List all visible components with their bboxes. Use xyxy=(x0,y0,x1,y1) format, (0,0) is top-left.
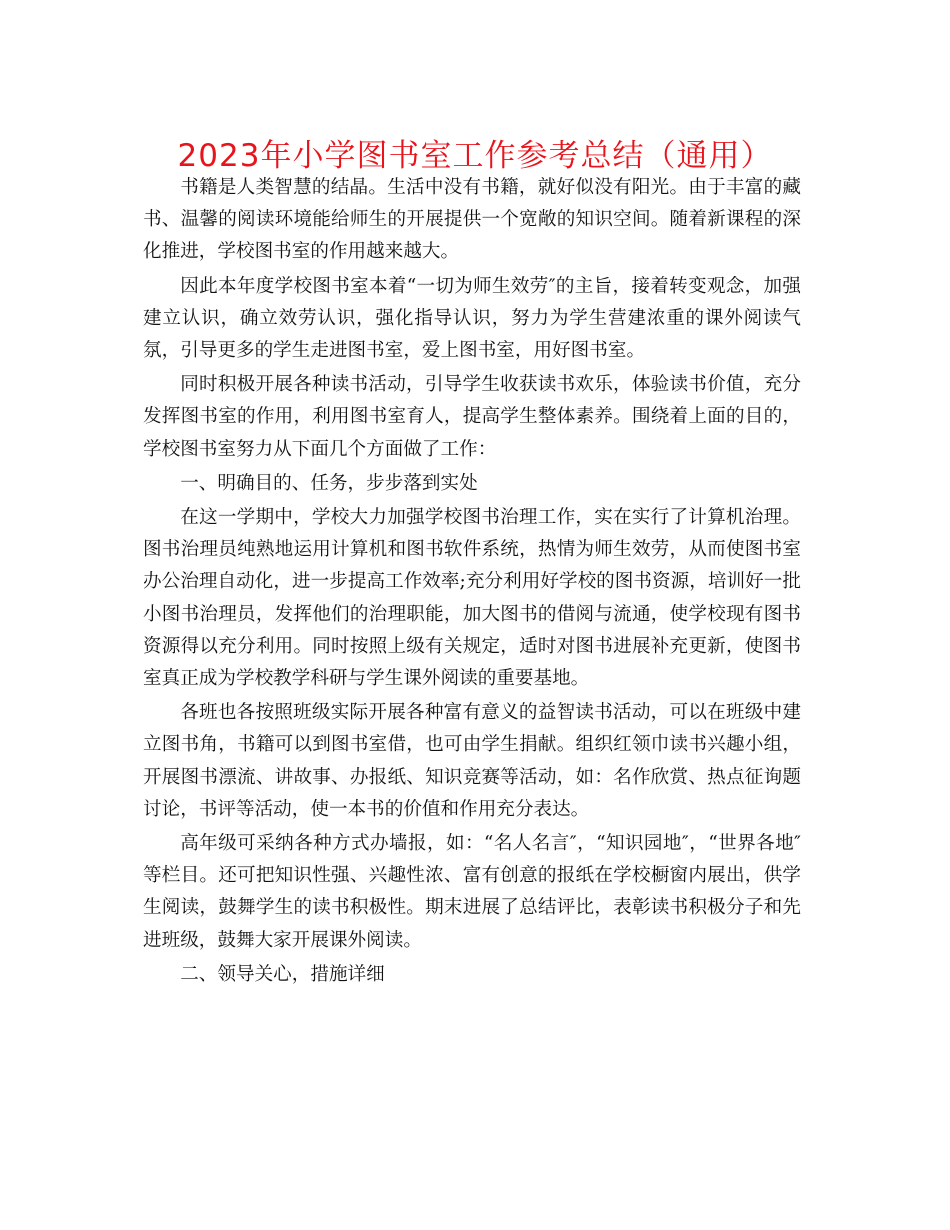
section-heading-2: 二、领导关心，措施详细 xyxy=(180,963,385,985)
paragraph-purpose: 因此本年度学校图书室本着“一切为师生效劳″的主旨，接着转变观念，加强建立认识，确立效劳认识，强化指导认识，努力为学生营建浓重的课外阅读气氛，引导更多的学生走进图书室，爱上图书室，用好图书室。 xyxy=(143,275,801,362)
section-heading-1: 一、明确目的、任务，步步落到实处 xyxy=(180,472,478,494)
paragraph-intro: 书籍是人类智慧的结晶。生活中没有书籍，就好似没有阳光。由于丰富的藏书、温馨的阅读环境能给师生的开展提供一个宽敞的知识空间。随着新课程的深化推进，学校图书室的作用越来越大。 xyxy=(143,177,801,263)
document-title: 2023年小学图书室工作参考总结（通用） xyxy=(177,138,773,174)
paragraph-wall-newspaper: 高年级可采纳各种方式办墙报，如：“名人名言″，“知识园地″，“世界各地″等栏目。还可把知识性强、兴趣性浓、富有创意的报纸在学校橱窗内展出，供学生阅读，鼓舞学生的读书积极性。期末进展了总结评比，表彰读书积极分子和先进班级，鼓舞大家开展课外阅读。 xyxy=(143,833,801,951)
document-body xyxy=(143,172,801,993)
paragraph-activities: 同时积极开展各种读书活动，引导学生收获读书欢乐，体验读书价值，充分发挥图书室的作用，利用图书室育人，提高学生整体素养。围绕着上面的目的，学校图书室努力从下面几个方面做了工作： xyxy=(143,374,801,460)
paragraph-class-activities: 各班也各按照班级实际开展各种富有意义的益智读书活动，可以在班级中建立图书角，书籍可以到图书室借，也可由学生捐献。组织红领巾读书兴趣小组，开展图书漂流、讲故事、办报纸、知识竞赛等活动，如：名作欣赏、热点征询题讨论，书评等活动，使一本书的价值和作用充分表达。 xyxy=(143,702,801,820)
paragraph-management: 在这一学期中，学校大力加强学校图书治理工作，实在实行了计算机治理。图书治理员纯熟地运用计算机和图书软件系统，热情为师生效劳，从而使图书室办公治理自动化，进一步提高工作效率;充分利用好学校的图书资源，培训好一批小图书治理员，发挥他们的治理职能，加大图书的借阅与流通，使学校现有图书资源得以充分利用。同时按照上级有关规定，适时对图书进展补充更新，使图书室真正成为学校教学科研与学生课外阅读的重要基地。 xyxy=(143,507,801,690)
